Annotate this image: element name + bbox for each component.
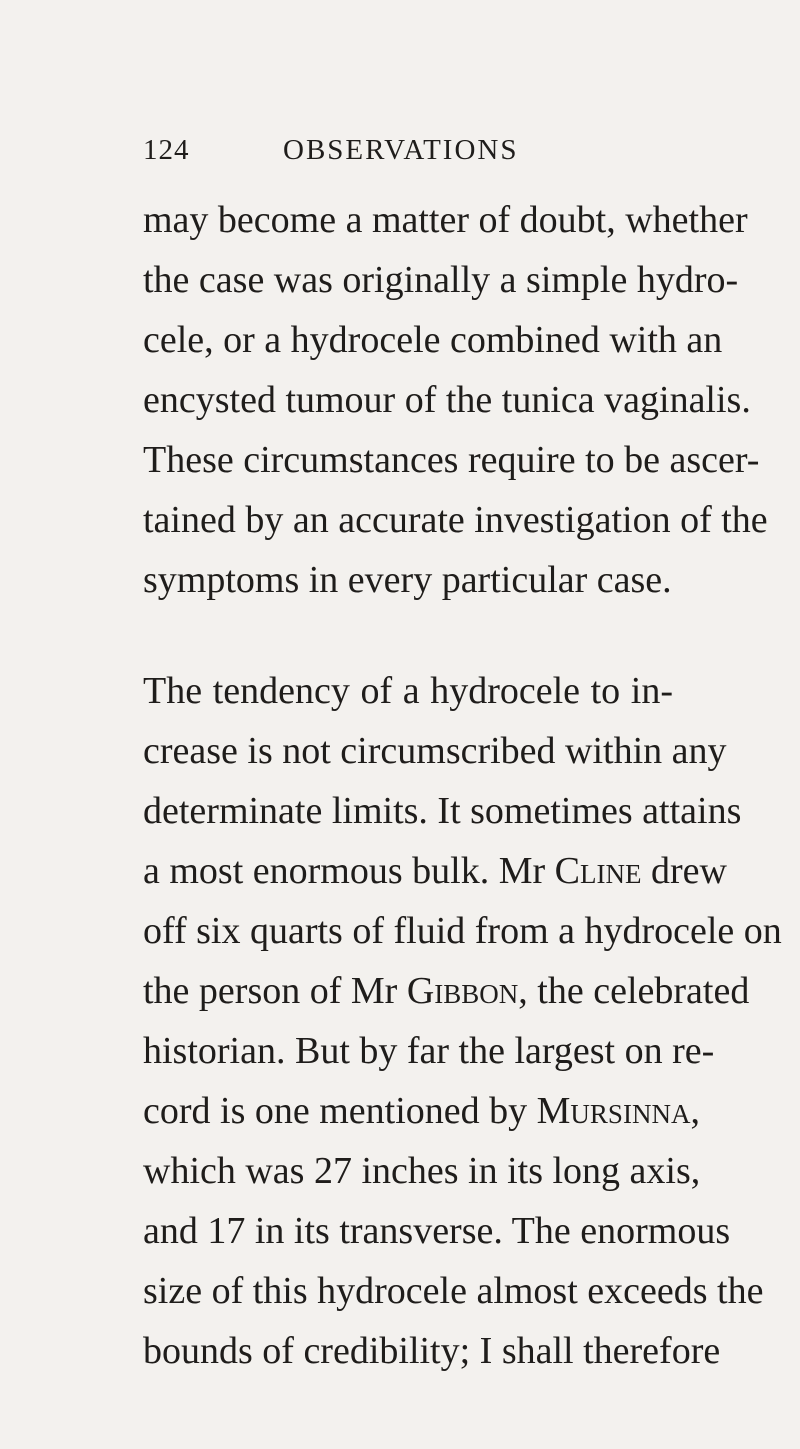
text-segment: drew — [641, 850, 727, 892]
text-line: encysted tumour of the tunica vaginalis. — [143, 379, 751, 421]
text-line: size of this hydrocele almost exceeds the — [143, 1270, 764, 1312]
page-number: 124 — [143, 134, 190, 166]
page-header — [143, 134, 663, 174]
text-segment: , — [690, 1090, 700, 1132]
paragraph-1 — [143, 190, 768, 610]
text-line: off six quarts of fluid from a hydrocele on — [143, 910, 782, 952]
text-line: and 17 in its transverse. The enormous — [143, 1210, 731, 1252]
paragraph-gap — [143, 610, 673, 661]
text-segment: cord is one mentioned by — [143, 1090, 537, 1132]
text-line: symptoms in every particular case. — [143, 559, 672, 601]
text-segment: , the celebrated — [518, 970, 750, 1012]
text-line — [143, 1081, 700, 1141]
text-line: may become a matter of doubt, whether — [143, 199, 748, 241]
name-cline: Cline — [554, 850, 642, 892]
text-line: historian. But by far the largest on re- — [143, 1030, 715, 1072]
text-line: cele, or a hydrocele combined with an — [143, 319, 723, 361]
text-segment: a most enormous bulk. Mr — [143, 850, 555, 892]
text-line: These circumstances require to be ascer- — [143, 439, 760, 481]
name-mursinna: Mursinna — [536, 1090, 691, 1132]
text-line: determinate limits. It sometimes attains — [143, 790, 742, 832]
text-line: tained by an accurate investigation of the — [143, 499, 768, 541]
text-line: the case was originally a simple hydro- — [143, 259, 739, 301]
name-gibbon: Gibbon — [406, 970, 519, 1012]
text-line: The tendency of a hydrocele to in- — [143, 670, 673, 712]
text-line: which was 27 inches in its long axis, — [143, 1150, 701, 1192]
running-head: OBSERVATIONS — [283, 134, 519, 166]
paragraph-2 — [143, 661, 782, 1381]
text-line — [143, 841, 727, 901]
text-line — [143, 961, 750, 1021]
text-line: bounds of credibility; I shall therefore — [143, 1330, 721, 1372]
text-segment: the person of Mr — [143, 970, 407, 1012]
body-text — [143, 190, 782, 1381]
text-line: crease is not circumscribed within any — [143, 730, 727, 772]
